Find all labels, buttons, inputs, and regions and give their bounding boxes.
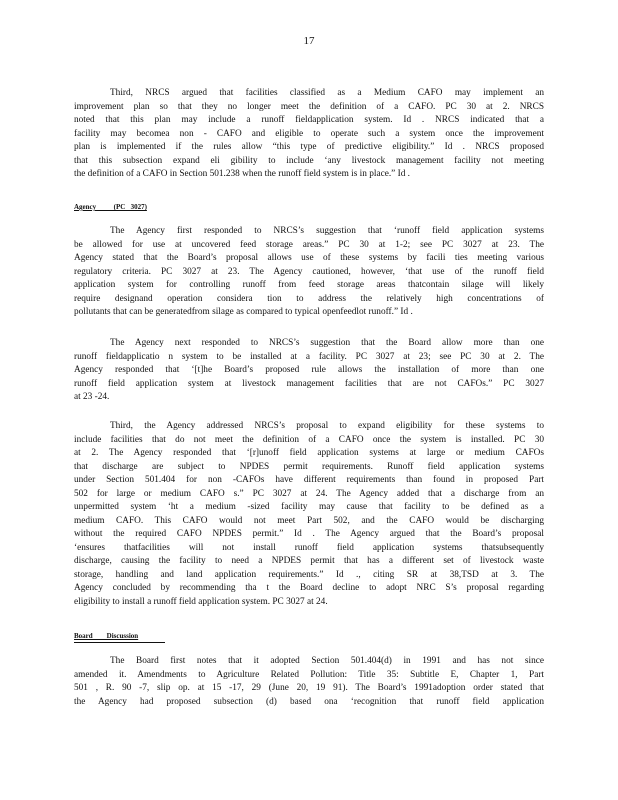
paragraph-agency-eligibility <box>74 420 544 609</box>
text-line: Agency responded that ‘[t]he Board’s proposed rule allows the installation of more than one <box>74 365 544 375</box>
text-line: that this subsection expand eli gibility to include ‘any livestock management facility not meeting <box>74 155 544 166</box>
text-line: Agency stated that the Board’s proposal allows use of these systems by facili ties meeting various <box>74 253 544 263</box>
text-line: Third, NRCS argued that facilities classified as a Medium CAFO may implement an <box>110 88 544 98</box>
paragraph-agency-first-response <box>74 225 544 320</box>
text-line: unpermitted system ‘ht a medium -sized facility may cause that facility to be defined as a <box>74 502 544 512</box>
text-line: runoff field application system at livestock management facilities that are not CAFOs.” PC 3027 <box>74 378 544 389</box>
text-line: facility may becomea non - CAFO and eligible to operate such a system once the improvement <box>74 128 544 139</box>
text-line: noted that this plan may include a runoff fieldapplication system. Id . NRCS indicated that a <box>74 115 544 125</box>
text-line: application system for controlling runoff from feed storage areas thatcontain silage will likely <box>74 280 544 290</box>
text-line: runoff fieldapplicatio n system to be installed at a facility. PC 3027 at 23; see PC 30 at 2. The <box>74 351 544 362</box>
text-line: The Agency first responded to NRCS’s suggestion that ‘runoff field application systems <box>110 226 544 236</box>
section-heading-board-discussion: Board Discussion <box>74 632 139 640</box>
text-line: without the required CAFO NPDES permit.” Id . The Agency argued that the Board’s proposal <box>74 529 544 539</box>
text-line: at 2. The Agency responded that ‘[r]unoff field application systems at large or medium CAFOs <box>74 448 544 458</box>
text-line: eligibility to install a runoff field application system. PC 3027 at 24. <box>74 596 328 607</box>
page-number: 17 <box>303 35 315 47</box>
text-line: amended it. Amendments to Agriculture Related Pollution: Title 35: Subtitle E, Chapter 1, Part <box>74 669 544 680</box>
text-line: that discharge are subject to NPDES permit requirements. Runoff field application systems <box>74 461 544 472</box>
text-line: plan is implemented if the rules allow “this type of predictive eligibility.” Id . NRCS proposed <box>74 142 544 152</box>
text-line: pollutants that can be generatedfrom silage as compared to typical openfeedlot runoff.” Id . <box>74 307 413 317</box>
paragraph-nrcs-argument <box>74 87 544 182</box>
text-line: under Section 501.404 for non -CAFOs have different requirements than found in proposed Part <box>74 475 544 485</box>
text-line: regulatory criteria. PC 3027 at 23. The Agency cautioned, however, ‘that use of the runoff field <box>74 266 544 277</box>
text-line: The Board first notes that it adopted Section 501.404(d) in 1991 and has not since <box>110 656 544 666</box>
paragraph-agency-next-response <box>74 337 544 405</box>
text-line: medium CAFO. This CAFO would not meet Part 502, and the CAFO would be discharging <box>74 515 544 526</box>
text-line: Agency concluded by recommending tha t the Board decline to adopt NRC S’s proposal regarding <box>74 583 544 593</box>
text-line: 502 for large or medium CAFO s.” PC 3027 at 24. The Agency added that a discharge from an <box>74 488 544 499</box>
paragraph-board-notes <box>74 655 544 709</box>
text-line: discharge, causing the facility to need a NPDES permit that has a different set of livestock waste <box>74 556 544 566</box>
text-line: the Agency had proposed subsection (d) based ona ‘recognition that runoff field application <box>74 696 544 707</box>
text-line: Third, the Agency addressed NRCS’s proposal to expand eligibility for these systems to <box>110 421 544 431</box>
text-line: require designand operation considera tion to address the relatively high concentrations of <box>74 293 544 304</box>
heading-underline <box>74 642 165 643</box>
text-line: be allowed for use at uncovered feed storage areas.” PC 30 at 1-2; see PC 3027 at 23. The <box>74 239 544 250</box>
text-line: storage, handling and land application requirements.” Id ., citing SR at 38,TSD at 3. The <box>74 569 544 580</box>
text-line: The Agency next responded to NRCS’s suggestion that the Board allow more than one <box>110 338 544 348</box>
text-line: include facilities that do not meet the definition of a CAFO once the system is installed. PC 30 <box>74 434 544 445</box>
text-line: at 23 -24. <box>74 392 110 402</box>
text-line: the definition of a CAFO in Section 501.238 when the runoff field system is in place.” Id . <box>74 169 411 179</box>
text-line: ‘ensures thatfacilities will not install runoff field application systems thatsubsequently <box>74 542 544 553</box>
text-line: 501 , R. 90 -7, slip op. at 15 -17, 29 (June 20, 19 91). The Board’s 1991adoption order stated that <box>74 683 544 693</box>
section-heading-agency: Agency (PC 3027) <box>74 203 147 211</box>
text-line: improvement plan so that they no longer meet the definition of a CAFO. PC 30 at 2. NRCS <box>74 101 544 112</box>
